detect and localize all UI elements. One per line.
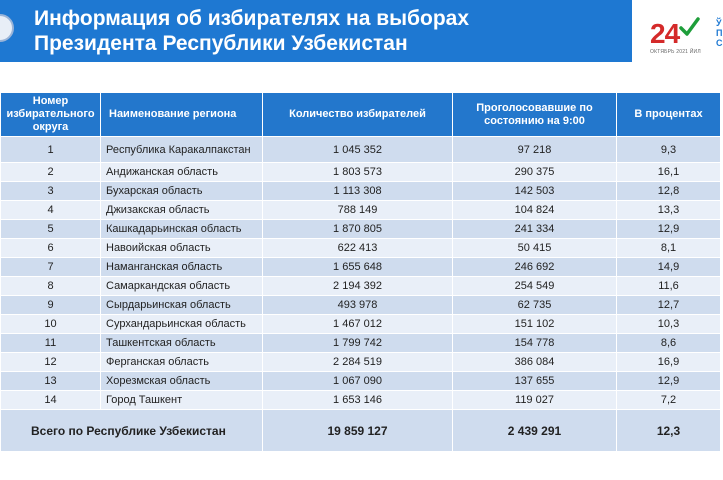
table-row (1, 334, 721, 353)
region-name-cell: Кашкадарьинская область (101, 220, 263, 239)
logo-side-text: Ў П С (716, 18, 723, 48)
percent-cell: 12,9 (617, 372, 721, 391)
table-row (1, 163, 721, 182)
voted-count-cell: 254 549 (453, 277, 617, 296)
region-name-cell: Бухарская область (101, 182, 263, 201)
page-title (34, 6, 469, 56)
total-voted: 2 439 291 (453, 410, 617, 452)
header-percent: В процентах (617, 93, 721, 137)
region-name-cell: Навоийская область (101, 239, 263, 258)
voted-count-cell: 137 655 (453, 372, 617, 391)
district-number-cell: 4 (1, 201, 101, 220)
header-voters-count: Количество избирателей (263, 93, 453, 137)
region-name-cell: Самаркандская область (101, 277, 263, 296)
district-number-cell: 1 (1, 137, 101, 163)
region-name-cell: Ферганская область (101, 353, 263, 372)
table-row (1, 182, 721, 201)
header-region-name: Наименование региона (101, 93, 263, 137)
election-logo (644, 14, 723, 60)
voters-count-cell: 1 045 352 (263, 137, 453, 163)
table-row (1, 315, 721, 334)
voted-count-cell: 386 084 (453, 353, 617, 372)
district-number-cell: 5 (1, 220, 101, 239)
district-number-cell: 8 (1, 277, 101, 296)
district-number-cell: 2 (1, 163, 101, 182)
voters-table (0, 92, 720, 452)
voters-count-cell: 622 413 (263, 239, 453, 258)
voters-count-cell: 2 284 519 (263, 353, 453, 372)
district-number-cell: 3 (1, 182, 101, 201)
voted-count-cell: 142 503 (453, 182, 617, 201)
table-row (1, 220, 721, 239)
district-number-cell: 9 (1, 296, 101, 315)
voted-count-cell: 290 375 (453, 163, 617, 182)
percent-cell: 8,1 (617, 239, 721, 258)
total-label: Всего по Республике Узбекистан (1, 410, 263, 452)
table-row (1, 277, 721, 296)
table-row (1, 258, 721, 277)
region-name-cell: Сырдарьинская область (101, 296, 263, 315)
district-number-cell: 10 (1, 315, 101, 334)
percent-cell: 10,3 (617, 315, 721, 334)
voters-count-cell: 1 113 308 (263, 182, 453, 201)
percent-cell: 14,9 (617, 258, 721, 277)
voters-count-cell: 1 067 090 (263, 372, 453, 391)
logo-number: 24 (650, 18, 680, 49)
title-banner (0, 0, 632, 62)
district-number-cell: 7 (1, 258, 101, 277)
voters-count-cell: 2 194 392 (263, 277, 453, 296)
region-name-cell: Андижанская область (101, 163, 263, 182)
header-district-number: Номер избирательного округа (1, 93, 101, 137)
title-line-1: Информация об избирателях на выборах (34, 7, 470, 30)
header-voted-count: Проголосовавшие по состоянию на 9:00 (453, 93, 617, 137)
voters-count-cell: 1 653 146 (263, 391, 453, 410)
table-row (1, 296, 721, 315)
percent-cell: 8,6 (617, 334, 721, 353)
percent-cell: 9,3 (617, 137, 721, 163)
checkmark-icon (678, 16, 700, 38)
voters-count-cell: 1 803 573 (263, 163, 453, 182)
percent-cell: 16,9 (617, 353, 721, 372)
total-voters: 19 859 127 (263, 410, 453, 452)
region-name-cell: Наманганская область (101, 258, 263, 277)
percent-cell: 12,7 (617, 296, 721, 315)
table-row (1, 201, 721, 220)
region-name-cell: Город Ташкент (101, 391, 263, 410)
logo-date: ОКТЯБРЬ 2021 ЙИЛ (650, 49, 701, 55)
voted-count-cell: 151 102 (453, 315, 617, 334)
table-total-row (1, 410, 721, 452)
region-name-cell: Хорезмская область (101, 372, 263, 391)
table-row (1, 353, 721, 372)
table-row (1, 372, 721, 391)
voted-count-cell: 154 778 (453, 334, 617, 353)
state-emblem-icon (0, 14, 14, 42)
voted-count-cell: 241 334 (453, 220, 617, 239)
voted-count-cell: 119 027 (453, 391, 617, 410)
voted-count-cell: 62 735 (453, 296, 617, 315)
table-header-row (1, 93, 721, 137)
district-number-cell: 6 (1, 239, 101, 258)
voters-count-cell: 1 467 012 (263, 315, 453, 334)
district-number-cell: 11 (1, 334, 101, 353)
total-percent: 12,3 (617, 410, 721, 452)
voters-count-cell: 1 799 742 (263, 334, 453, 353)
voted-count-cell: 97 218 (453, 137, 617, 163)
title-line-2: Президента Республики Узбекистан (34, 32, 408, 55)
percent-cell: 7,2 (617, 391, 721, 410)
region-name-cell: Республика Каракалпакстан (101, 137, 263, 163)
table-row (1, 391, 721, 410)
percent-cell: 13,3 (617, 201, 721, 220)
table-row (1, 239, 721, 258)
voters-count-cell: 1 870 805 (263, 220, 453, 239)
district-number-cell: 14 (1, 391, 101, 410)
voted-count-cell: 50 415 (453, 239, 617, 258)
voted-count-cell: 246 692 (453, 258, 617, 277)
voters-count-cell: 493 978 (263, 296, 453, 315)
voted-count-cell: 104 824 (453, 201, 617, 220)
voters-count-cell: 1 655 648 (263, 258, 453, 277)
region-name-cell: Сурхандарьинская область (101, 315, 263, 334)
region-name-cell: Ташкентская область (101, 334, 263, 353)
district-number-cell: 13 (1, 372, 101, 391)
table-row (1, 137, 721, 163)
region-name-cell: Джизакская область (101, 201, 263, 220)
voters-count-cell: 788 149 (263, 201, 453, 220)
percent-cell: 16,1 (617, 163, 721, 182)
percent-cell: 12,9 (617, 220, 721, 239)
percent-cell: 12,8 (617, 182, 721, 201)
percent-cell: 11,6 (617, 277, 721, 296)
district-number-cell: 12 (1, 353, 101, 372)
